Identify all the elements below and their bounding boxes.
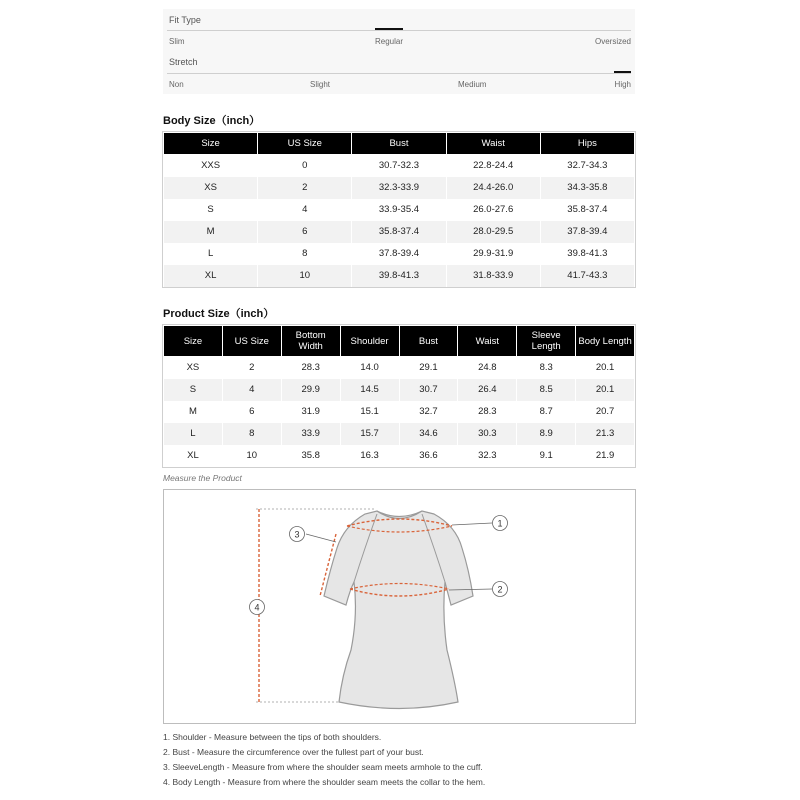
cell-shoulder: 16.3	[340, 445, 399, 467]
note-body-length: 4. Body Length - Measure from where the shoulder seam meets the collar to the hem.	[163, 777, 486, 787]
marker-4	[250, 600, 265, 615]
cell-shoulder: 15.7	[340, 423, 399, 445]
cell-us-size: 8	[258, 243, 352, 265]
cell-bust: 36.6	[399, 445, 458, 467]
cell-bust: 30.7-32.3	[352, 155, 446, 177]
fit-regular-label: Regular	[375, 37, 404, 46]
header-size: Size	[164, 326, 223, 357]
table-row	[164, 445, 635, 467]
stretch-line	[167, 73, 631, 74]
header-us-size: US Size	[258, 133, 352, 155]
cell-hips: 34.3-35.8	[540, 177, 634, 199]
cell-bust: 34.6	[399, 423, 458, 445]
cell-bottom-width: 35.8	[281, 445, 340, 467]
cell-bottom-width: 31.9	[281, 401, 340, 423]
cell-shoulder: 14.0	[340, 357, 399, 379]
cell-us-size: 4	[222, 379, 281, 401]
svg-text:4: 4	[254, 602, 260, 613]
stretch-high-label: High	[614, 80, 631, 89]
fit-panel	[163, 9, 635, 94]
cell-waist: 24.8	[458, 357, 517, 379]
cell-waist: 29.9-31.9	[446, 243, 540, 265]
cell-waist: 30.3	[458, 423, 517, 445]
cell-bust: 35.8-37.4	[352, 221, 446, 243]
cell-sleeve-length: 8.5	[517, 379, 576, 401]
svg-text:1: 1	[497, 518, 503, 529]
stretch-title: Stretch	[169, 57, 198, 67]
cell-us-size: 0	[258, 155, 352, 177]
cell-size: XXS	[164, 155, 258, 177]
stretch-non-label: Non	[169, 80, 184, 89]
leader-line-3	[306, 534, 336, 542]
marker-3	[290, 527, 305, 542]
note-sleeve-length: 3. SleeveLength - Measure from where the shoulder seam meets armhole to the cuff.	[163, 762, 483, 772]
fit-type-title: Fit Type	[169, 15, 201, 25]
cell-sleeve-length: 8.9	[517, 423, 576, 445]
note-bust: 2. Bust - Measure the circumference over the fullest part of your bust.	[163, 747, 424, 757]
table-row	[164, 401, 635, 423]
cell-us-size: 2	[222, 357, 281, 379]
stretch-medium-label: Medium	[458, 80, 487, 89]
note-shoulder: 1. Shoulder - Measure between the tips of both shoulders.	[163, 732, 382, 742]
cell-body-length: 21.9	[576, 445, 635, 467]
header-waist: Waist	[446, 133, 540, 155]
cell-hips: 32.7-34.3	[540, 155, 634, 177]
cell-us-size: 10	[222, 445, 281, 467]
header-bottom-width: Bottom Width	[281, 326, 340, 357]
leader-line-1	[452, 523, 492, 525]
cell-size: XS	[164, 357, 223, 379]
cell-size: S	[164, 379, 223, 401]
cell-waist: 28.3	[458, 401, 517, 423]
cell-us-size: 4	[258, 199, 352, 221]
fit-oversized-label: Oversized	[594, 37, 631, 46]
cell-size: M	[164, 401, 223, 423]
table-row	[164, 177, 635, 199]
cell-hips: 41.7-43.3	[540, 265, 634, 287]
cell-shoulder: 14.5	[340, 379, 399, 401]
cell-bust: 33.9-35.4	[352, 199, 446, 221]
cell-bust: 30.7	[399, 379, 458, 401]
cell-waist: 26.0-27.6	[446, 199, 540, 221]
cell-size: XL	[164, 265, 258, 287]
marker-1	[493, 516, 508, 531]
cell-hips: 35.8-37.4	[540, 199, 634, 221]
header-size: Size	[164, 133, 258, 155]
cell-bottom-width: 28.3	[281, 357, 340, 379]
cell-size: L	[164, 243, 258, 265]
product-size-table	[163, 325, 635, 467]
header-hips: Hips	[540, 133, 634, 155]
table-row	[164, 423, 635, 445]
cell-waist: 22.8-24.4	[446, 155, 540, 177]
cell-body-length: 21.3	[576, 423, 635, 445]
header-bust: Bust	[399, 326, 458, 357]
stretch-slight-label: Slight	[310, 80, 331, 89]
cell-bust: 39.8-41.3	[352, 265, 446, 287]
cell-us-size: 6	[258, 221, 352, 243]
header-sleeve-length: Sleeve Length	[517, 326, 576, 357]
table-row	[164, 155, 635, 177]
svg-text:3: 3	[294, 529, 300, 540]
cell-sleeve-length: 8.7	[517, 401, 576, 423]
product-size-header-row	[164, 326, 635, 357]
cell-waist: 32.3	[458, 445, 517, 467]
cell-us-size: 6	[222, 401, 281, 423]
tshirt-diagram	[164, 490, 635, 723]
header-body-length: Body Length	[576, 326, 635, 357]
cell-bust: 32.3-33.9	[352, 177, 446, 199]
cell-size: XL	[164, 445, 223, 467]
header-bust: Bust	[352, 133, 446, 155]
table-row	[164, 357, 635, 379]
cell-size: S	[164, 199, 258, 221]
cell-sleeve-length: 8.3	[517, 357, 576, 379]
table-row	[164, 265, 635, 287]
cell-size: M	[164, 221, 258, 243]
cell-waist: 24.4-26.0	[446, 177, 540, 199]
cell-body-length: 20.7	[576, 401, 635, 423]
cell-size: L	[164, 423, 223, 445]
measure-caption: Measure the Product	[163, 473, 242, 483]
tshirt-illustration	[324, 511, 473, 709]
cell-bottom-width: 33.9	[281, 423, 340, 445]
table-row	[164, 379, 635, 401]
cell-waist: 26.4	[458, 379, 517, 401]
cell-bust: 32.7	[399, 401, 458, 423]
cell-hips: 37.8-39.4	[540, 221, 634, 243]
cell-body-length: 20.1	[576, 379, 635, 401]
cell-shoulder: 15.1	[340, 401, 399, 423]
fit-type-line	[167, 30, 631, 31]
body-size-title: Body Size（inch）	[163, 115, 261, 127]
cell-bust: 29.1	[399, 357, 458, 379]
cell-us-size: 8	[222, 423, 281, 445]
cell-waist: 31.8-33.9	[446, 265, 540, 287]
fit-slim-label: Slim	[169, 37, 185, 46]
marker-2	[493, 582, 508, 597]
product-size-title: Product Size（inch）	[163, 308, 275, 320]
header-us-size: US Size	[222, 326, 281, 357]
svg-text:2: 2	[497, 584, 503, 595]
cell-bust: 37.8-39.4	[352, 243, 446, 265]
body-size-table	[163, 132, 635, 287]
header-waist: Waist	[458, 326, 517, 357]
table-row	[164, 199, 635, 221]
cell-size: XS	[164, 177, 258, 199]
table-row	[164, 221, 635, 243]
cell-us-size: 2	[258, 177, 352, 199]
body-size-header-row	[164, 133, 635, 155]
cell-bottom-width: 29.9	[281, 379, 340, 401]
measure-notes	[163, 730, 635, 790]
cell-waist: 28.0-29.5	[446, 221, 540, 243]
cell-body-length: 20.1	[576, 357, 635, 379]
cell-hips: 39.8-41.3	[540, 243, 634, 265]
cell-us-size: 10	[258, 265, 352, 287]
measure-diagram	[163, 489, 636, 724]
cell-sleeve-length: 9.1	[517, 445, 576, 467]
header-shoulder: Shoulder	[340, 326, 399, 357]
table-row	[164, 243, 635, 265]
